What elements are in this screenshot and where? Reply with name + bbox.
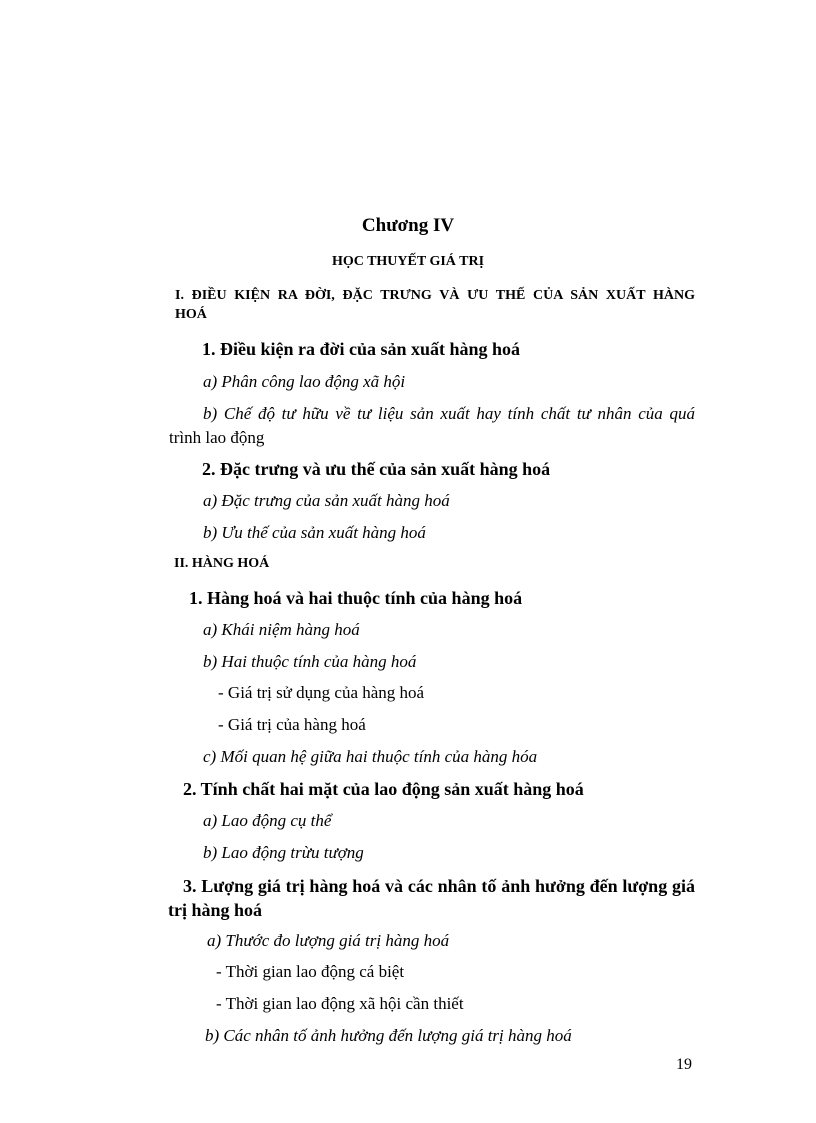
subsection-title: 1. Điều kiện ra đời của sản xuất hàng hoá [202,339,521,359]
section-1-heading: I. ĐIỀU KIỆN RA ĐỜI, ĐẶC TRƯNG VÀ ƯU THẾ CỦA SẢN XUẤT HÀNG [175,288,695,303]
bullet-item: - Thời gian lao động cá biệt [216,962,405,981]
list-item: b) Chế độ tư hữu về tư liệu sản xuất hay tính chất tư nhân của quá [203,404,695,423]
list-item: c) Mối quan hệ giữa hai thuộc tính của hàng hóa [203,747,538,766]
bullet-item: - Thời gian lao động xã hội cần thiết [216,994,464,1013]
section-2-heading: II. HÀNG HOÁ [174,556,270,571]
list-item: a) Khái niệm hàng hoá [203,620,360,639]
subsection-title: 3. Lượng giá trị hàng hoá và các nhân tố ảnh hưởng đến lượng giá [183,876,695,896]
list-item: a) Phân công lao động xã hội [203,372,406,391]
bullet-item: - Giá trị sử dụng của hàng hoá [218,683,425,702]
list-item: b) Các nhân tố ảnh hưởng đến lượng giá trị hàng hoá [205,1026,572,1045]
chapter-title: Chương IV [361,215,455,236]
subsection-title: 2. Tính chất hai mặt của lao động sản xuất hàng hoá [183,779,584,799]
list-item: b) Lao động trừu tượng [203,843,364,862]
chapter-subtitle: HỌC THUYẾT GIÁ TRỊ [331,254,485,269]
page-number: 19 [676,1056,692,1073]
list-item: b) Hai thuộc tính của hàng hoá [203,652,417,671]
list-item: b) Ưu thế của sản xuất hàng hoá [203,523,426,542]
list-item: a) Lao động cụ thể [203,811,332,830]
list-item: a) Đặc trưng của sản xuất hàng hoá [203,491,450,510]
subsection-title: 2. Đặc trưng và ưu thế của sản xuất hàng hoá [202,459,551,479]
section-1-heading-continued: HOÁ [175,307,207,322]
subsection-title: 1. Hàng hoá và hai thuộc tính của hàng hoá [189,588,523,608]
list-item-continued: trình lao động [169,428,265,447]
list-item: a) Thước đo lượng giá trị hàng hoá [207,931,450,950]
bullet-item: - Giá trị của hàng hoá [218,715,366,734]
subsection-title-continued: trị hàng hoá [168,900,263,920]
